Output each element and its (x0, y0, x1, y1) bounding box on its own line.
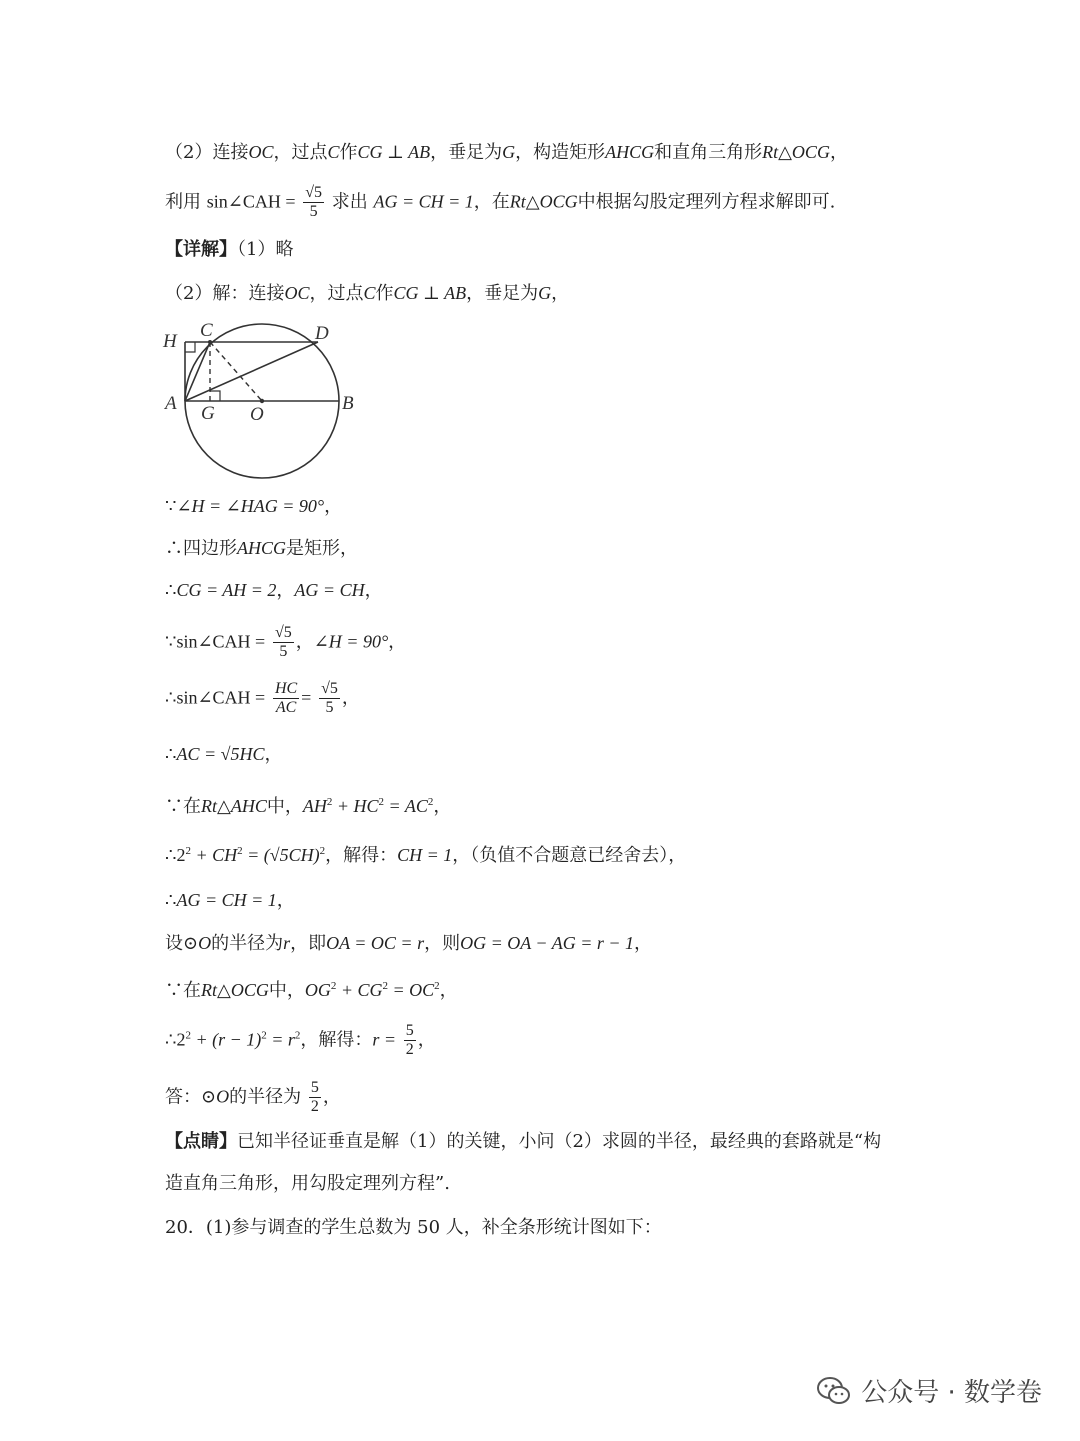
line-11: ∵在Rt△AHC中，$AH^2 + HC^2 = AC^2$， (165, 796, 452, 817)
line-9: ∴sin∠CAH = $\frac{HC}{AC}$ = $\frac{√5}{5}$ ， (165, 680, 360, 716)
line-15: ∵在Rt△OCG中，$OG^2 + CG^2 = OC^2$， (165, 980, 458, 1001)
line-7: ∴CG = AH = 2，AG = CH， (165, 580, 383, 601)
line-20: 20．(1)参与调查的学生总数为 50 人，补全条形统计图如下： (165, 1217, 662, 1238)
line-19: 造直角三角形，用勾股定理列方程”. (165, 1173, 450, 1194)
label-b: B (342, 393, 354, 414)
label-h: H (163, 331, 177, 352)
line-12: $\therefore 2^2 + CH^2 = (√5CH)^2$，解得：CH = 1，（负值不合题意已经舍去）， (165, 845, 687, 866)
line-13: ∴AG = CH = 1， (165, 890, 295, 911)
line-1: （2）连接OC，过点C作CG ⊥ AB，垂足为G，构造矩形AHCG和直角三角形Rt△OCG， (165, 142, 848, 163)
right-angle-mark-g (210, 391, 220, 401)
fraction: $\frac{√5}{5}$ (305, 184, 322, 220)
line-4: （2）解：连接OC，过点C作CG ⊥ AB，垂足为G， (165, 283, 570, 304)
label-d: D (315, 323, 329, 344)
point-o (260, 399, 264, 403)
label-a: A (165, 393, 177, 414)
fraction: $\frac{5}{2}$ (405, 1022, 414, 1058)
line-14: 设⊙O的半径为r，即OA = OC = r，则OG = OA − AG = r − 1， (165, 933, 653, 954)
segment-ad (185, 342, 318, 401)
line-6: ∴四边形AHCG是矩形， (165, 538, 358, 559)
fraction: $\frac{√5}{5}$ (321, 680, 338, 716)
label-g: G (201, 403, 215, 424)
wechat-icon (817, 1376, 851, 1406)
fraction: $\frac{5}{2}$ (310, 1079, 319, 1115)
line-16: $\therefore 2^2 + (r - 1)^2 = r^2$，解得：r = $\frac{5}{2}$ ， (165, 1022, 436, 1058)
line-10: ∴AC = √5HC， (165, 744, 283, 765)
label-o: O (250, 404, 264, 425)
geometry-figure (158, 318, 368, 483)
fraction: $\frac{√5}{5}$ (274, 624, 292, 660)
fraction: $\frac{HC}{AC}$ (274, 680, 298, 716)
line-17: 答：⊙O的半径为 $\frac{5}{2}$ ， (165, 1079, 341, 1115)
line-5: ∵∠H = ∠HAG = 90°， (165, 496, 343, 517)
segment-oc (210, 342, 262, 401)
label-c: C (200, 320, 213, 341)
footer-text: 公众号 · 数学卷 (861, 1378, 1042, 1408)
line-2: 利用 sin∠CAH = $\frac{√5}{5}$ 求出 AG = CH = 1，在Rt△OCG中根据勾股定理列方程求解即可. (165, 184, 836, 220)
line-8: ∵sin∠CAH = $\frac{√5}{5}$ ，∠H = 90°， (165, 624, 407, 660)
wechat-footer (817, 1372, 1042, 1409)
right-angle-mark-h (185, 342, 195, 352)
line-3: 【详解】（1）略 (165, 239, 294, 260)
line-18: 【点睛】已知半径证垂直是解（1）的关键，小问（2）求圆的半径，最经典的套路就是“构 (165, 1131, 882, 1152)
